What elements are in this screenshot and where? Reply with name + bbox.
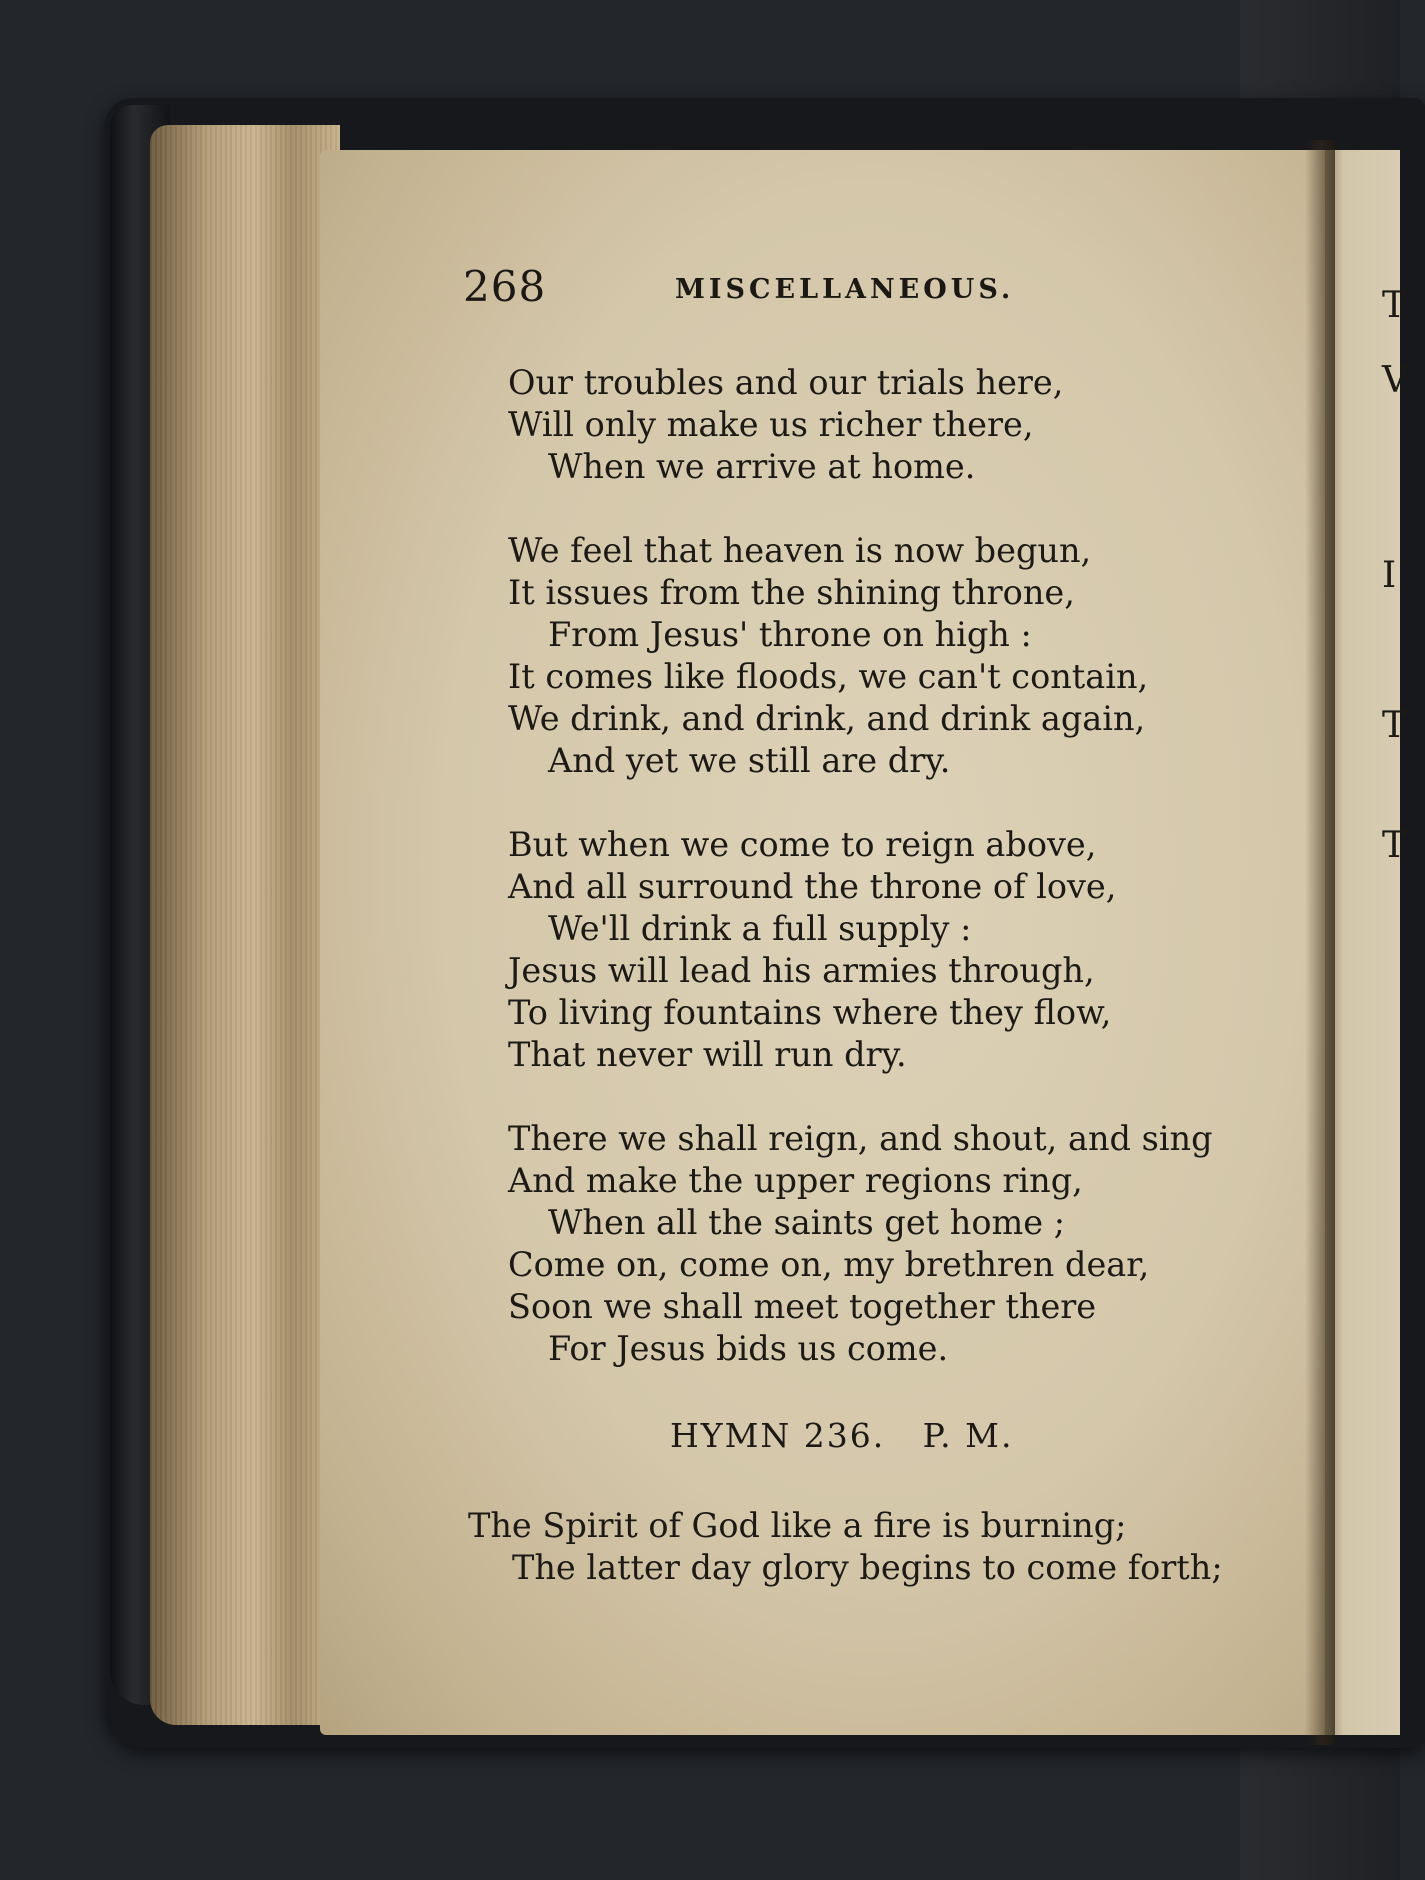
page-number: 268 [463, 262, 547, 311]
verse-line: Jesus will lead his armies through, [508, 951, 1095, 990]
hymn-opening-lines [468, 1504, 1268, 1588]
verse-line: We drink, and drink, and drink again, [508, 699, 1146, 738]
verse-line: Will only make us richer there, [508, 405, 1034, 444]
verse-line: Our troubles and our trials here, [508, 363, 1064, 402]
stanza [508, 530, 1288, 782]
hymn-title: HYMN 236. P. M. [670, 1416, 1014, 1455]
facing-page-fragment [1360, 150, 1408, 1730]
facing-letter: T [1382, 285, 1407, 326]
verse-line: The latter day glory begins to come forth; [512, 1548, 1223, 1587]
verse-line: We feel that heaven is now begun, [508, 531, 1092, 570]
verse-line: There we shall reign, and shout, and sing [508, 1119, 1213, 1158]
verse-line: For Jesus bids us come. [548, 1329, 949, 1368]
facing-letter: T [1382, 825, 1407, 866]
verse-line: When all the saints get home ; [548, 1203, 1066, 1242]
book-gutter [1305, 140, 1335, 1745]
verse-line: To living fountains where they flow, [508, 993, 1112, 1032]
verse-line: From Jesus' throne on high : [548, 615, 1032, 654]
facing-letter: T [1382, 705, 1407, 746]
verse-line: It comes like floods, we can't contain, [508, 657, 1149, 696]
stanza [508, 824, 1288, 1076]
page-edges [150, 125, 340, 1725]
page-header [463, 262, 1263, 322]
verse-line: But when we come to reign above, [508, 825, 1097, 864]
hymn-verses [508, 362, 1288, 1412]
verse-line: And make the upper regions ring, [508, 1161, 1083, 1200]
verse-line: And yet we still are dry. [548, 741, 951, 780]
stanza [508, 1118, 1288, 1370]
verse-line: Come on, come on, my brethren dear, [508, 1245, 1150, 1284]
verse-line: It issues from the shining throne, [508, 573, 1075, 612]
stanza [508, 362, 1288, 488]
verse-line: When we arrive at home. [548, 447, 976, 486]
verse-line: The Spirit of God like a fire is burning; [468, 1506, 1127, 1545]
facing-letter: V [1382, 360, 1408, 401]
verse-line: We'll drink a full supply : [548, 909, 972, 948]
verse-line: Soon we shall meet together there [508, 1287, 1097, 1326]
verse-line: And all surround the throne of love, [508, 867, 1117, 906]
verse-line: That never will run dry. [508, 1035, 907, 1074]
running-head: MISCELLANEOUS. [675, 274, 1015, 305]
facing-letter: I [1382, 555, 1397, 596]
